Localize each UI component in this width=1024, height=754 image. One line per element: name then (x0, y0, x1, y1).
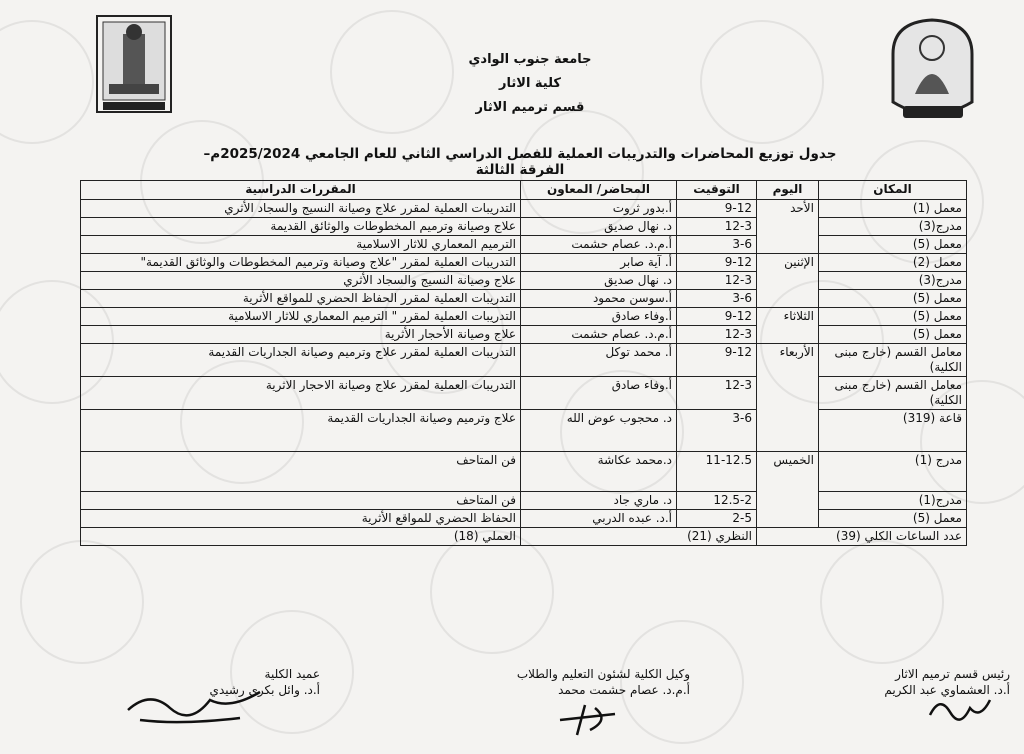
table-row (81, 218, 967, 236)
schedule-table (80, 180, 967, 546)
table-row (81, 254, 967, 272)
vice-name: أ.م.د. عصام حشمت محمد (558, 683, 690, 697)
table-row (81, 236, 967, 254)
cell-course: فن المتاحف (81, 452, 521, 492)
cell-course: الحفاظ الحضري للمواقع الأثرية (81, 510, 521, 528)
theory-hours: النظري (21) (521, 528, 757, 546)
cell-time: 12-3 (677, 218, 757, 236)
table-row (81, 326, 967, 344)
table-row (81, 410, 967, 452)
table-row (81, 290, 967, 308)
cell-day-wednesday: الأربعاء (757, 344, 819, 452)
cell-lecturer: د. محجوب عوض الله (521, 410, 677, 452)
head-signature-scribble (925, 690, 995, 730)
dean-signature-scribble (120, 680, 270, 730)
head-title: رئيس قسم ترميم الاثار (895, 667, 1010, 681)
practical-hours: العملي (18) (81, 528, 521, 546)
table-row (81, 200, 967, 218)
cell-time: 3-6 (677, 236, 757, 254)
cell-time: 12-3 (677, 326, 757, 344)
cell-day-sunday: الأحد (757, 200, 819, 254)
university-logo (885, 14, 980, 132)
cell-course: التدريبات العملية لمقرر علاج وترميم وصيانة الجداريات القديمة (81, 344, 521, 377)
cell-course: التدريبات العملية لمقرر الحفاظ الحضري للمواقع الأثرية (81, 290, 521, 308)
header-time: التوقيت (677, 181, 757, 200)
cell-course: التدريبات العملية لمقرر علاج وصيانة الاحجار الاثرية (81, 377, 521, 410)
cell-time: 9-12 (677, 254, 757, 272)
cell-place: مدرج (1) (819, 452, 967, 492)
cell-place: معمل (5) (819, 290, 967, 308)
cell-place: معمل (1) (819, 200, 967, 218)
cell-time: 3-6 (677, 410, 757, 452)
faculty-logo (95, 14, 173, 114)
table-row (81, 377, 967, 410)
head-name: أ.د. العشماوي عبد الكريم (884, 683, 1010, 697)
table-row (81, 452, 967, 492)
cell-lecturer: أ.م.د. عصام حشمت (521, 236, 677, 254)
cell-time: 3-6 (677, 290, 757, 308)
cell-time: 12-3 (677, 377, 757, 410)
cell-lecturer: أ.وفاء صادق (521, 377, 677, 410)
cell-day-thursday: الخميس (757, 452, 819, 528)
department-name: قسم ترميم الاثار (475, 100, 585, 115)
cell-time: 2-5 (677, 510, 757, 528)
table-row (81, 492, 967, 510)
cell-lecturer: أ.وفاء صادق (521, 308, 677, 326)
cell-course: فن المتاحف (81, 492, 521, 510)
cell-day-monday: الإثنين (757, 254, 819, 308)
cell-time: 9-12 (677, 200, 757, 218)
cell-place: مدرج(3) (819, 218, 967, 236)
cell-lecturer: د.محمد عكاشة (521, 452, 677, 492)
header-lecturer: المحاضر/ المعاون (521, 181, 677, 200)
cell-place: معمل (5) (819, 326, 967, 344)
cell-lecturer: أ.م.د. عصام حشمت (521, 326, 677, 344)
cell-course: علاج وصيانة وترميم المخطوطات والوثائق القديمة (81, 218, 521, 236)
totals-row (81, 528, 967, 546)
table-row (81, 308, 967, 326)
cell-time: 12.5-2 (677, 492, 757, 510)
cell-time: 9-12 (677, 308, 757, 326)
table-row (81, 272, 967, 290)
cell-time: 9-12 (677, 344, 757, 377)
dean-name: أ.د. وائل بكري رشيدي (209, 683, 320, 697)
cell-place: معمل (5) (819, 236, 967, 254)
vice-signature-block (470, 666, 690, 698)
university-name: جامعة جنوب الوادي (468, 52, 592, 67)
vice-title: وكيل الكلية لشئون التعليم والطلاب (516, 667, 690, 681)
cell-lecturer: أ.سوسن محمود (521, 290, 677, 308)
vice-signature-scribble (555, 700, 625, 740)
cell-course: التدريبات العملية لمقرر " الترميم المعماري للاثار الاسلامية (81, 308, 521, 326)
cell-day-tuesday: الثلاثاء (757, 308, 819, 344)
cell-place: قاعة (319) (819, 410, 967, 452)
cell-lecturer: د. نهال صديق (521, 218, 677, 236)
cell-lecturer: أ.بدور ثروت (521, 200, 677, 218)
cell-lecturer: د. نهال صديق (521, 272, 677, 290)
cell-lecturer: د. ماري جاد (521, 492, 677, 510)
cell-place: معامل القسم (خارج مبنى الكلية) (819, 377, 967, 410)
cell-course: التدريبات العملية لمقرر علاج وصيانة النسيج والسجاد الأثري (81, 200, 521, 218)
table-row (81, 510, 967, 528)
cell-place: معمل (5) (819, 510, 967, 528)
header-courses: المقررات الدراسية (81, 181, 521, 200)
cell-course: علاج وصيانة النسيج والسجاد الأثري (81, 272, 521, 290)
cell-place: معامل القسم (خارج مبنى الكلية) (819, 344, 967, 377)
header-block (380, 48, 680, 120)
cell-time: 12-3 (677, 272, 757, 290)
cell-lecturer: أ. محمد توكل (521, 344, 677, 377)
header-day: اليوم (757, 181, 819, 200)
schedule-title: جدول توزيع المحاضرات والتدريبات العملية للفصل الدراسي الثاني للعام الجامعي 2025/2024م– الفرقة الثالثة (203, 146, 837, 178)
cell-course: علاج وصيانة الأحجار الأثرية (81, 326, 521, 344)
cell-course: الترميم المعماري للاثار الاسلامية (81, 236, 521, 254)
cell-place: مدرج(1) (819, 492, 967, 510)
table-header-row (81, 181, 967, 200)
total-hours: عدد الساعات الكلي (39) (757, 528, 967, 546)
faculty-name: كلية الاثار (499, 76, 561, 91)
cell-lecturer: أ. آية صابر (521, 254, 677, 272)
cell-place: معمل (2) (819, 254, 967, 272)
cell-time: 11-12.5 (677, 452, 757, 492)
header-place: المكان (819, 181, 967, 200)
table-row (81, 344, 967, 377)
dean-title: عميد الكلية (264, 667, 320, 681)
cell-place: مدرج(3) (819, 272, 967, 290)
cell-course: التدريبات العملية لمقرر "علاج وصيانة وترميم المخطوطات والوثائق القديمة" (81, 254, 521, 272)
cell-place: معمل (5) (819, 308, 967, 326)
cell-course: علاج وترميم وصيانة الجداريات القديمة (81, 410, 521, 452)
cell-lecturer: أ.د. عبده الدربي (521, 510, 677, 528)
